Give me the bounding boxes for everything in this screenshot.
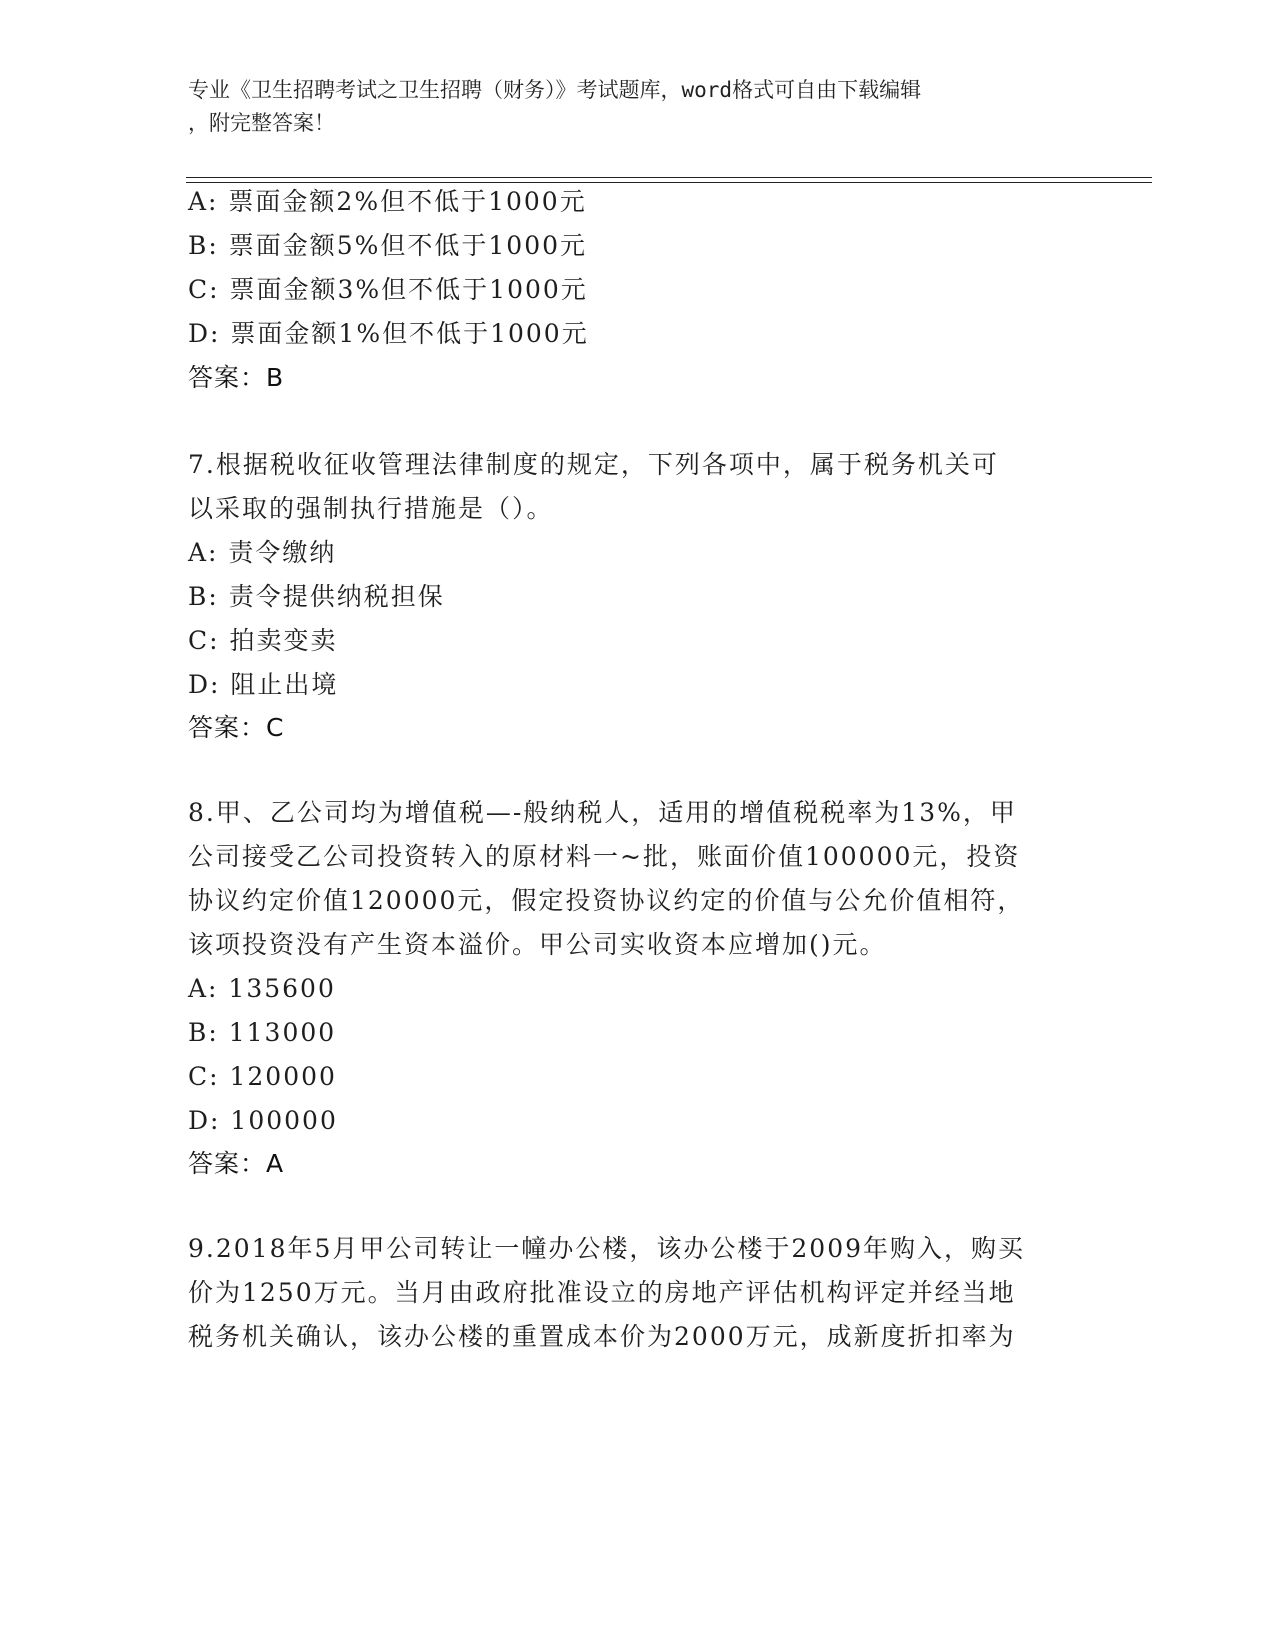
q8-answer: 答案：A xyxy=(188,1149,285,1178)
q7-stem-line: 以采取的强制执行措施是（）。 xyxy=(188,494,554,523)
q8-option-d: D: 100000 xyxy=(188,1106,338,1135)
q8-stem-line: 公司接受乙公司投资转入的原材料一~批，账面价值100000元，投资 xyxy=(188,842,1021,871)
q6-answer: 答案：B xyxy=(188,363,285,392)
q6-option-a: A: 票面金额2%但不低于1000元 xyxy=(188,187,587,216)
q7-answer: 答案：C xyxy=(188,713,285,742)
q9-stem-line: 税务机关确认，该办公楼的重置成本价为2000万元，成新度折扣率为 xyxy=(188,1322,1016,1351)
header-divider xyxy=(186,177,1152,178)
q7-option-d: D: 阻止出境 xyxy=(188,670,339,699)
q8-option-b: B: 113000 xyxy=(188,1018,337,1047)
header-divider xyxy=(186,182,1152,183)
header-line: 专业《卫生招聘考试之卫生招聘（财务）》考试题库，word格式可自由下载编辑 xyxy=(188,78,922,102)
q8-option-c: C: 120000 xyxy=(188,1062,337,1091)
q6-option-d: D: 票面金额1%但不低于1000元 xyxy=(188,319,589,348)
q8-stem-line: 8.甲、乙公司均为增值税—-般纳税人，适用的增值税税率为13%，甲 xyxy=(188,798,1017,827)
q8-option-a: A: 135600 xyxy=(188,974,336,1003)
header-line: ，附完整答案！ xyxy=(188,111,335,135)
document-header xyxy=(188,74,1068,140)
q7-option-b: B: 责令提供纳税担保 xyxy=(188,582,445,611)
q8-stem-line: 协议约定价值120000元，假定投资协议约定的价值与公允价值相符， xyxy=(188,886,1025,915)
q7-stem-line: 7.根据税收征收管理法律制度的规定，下列各项中，属于税务机关可 xyxy=(188,450,999,479)
q6-option-c: C: 票面金额3%但不低于1000元 xyxy=(188,275,588,304)
q8-stem-line: 该项投资没有产生资本溢价。甲公司实收资本应增加()元。 xyxy=(188,930,887,959)
q9-stem-line: 价为1250万元。当月由政府批准设立的房地产评估机构评定并经当地 xyxy=(188,1278,1016,1307)
q7-option-c: C: 拍卖变卖 xyxy=(188,626,338,655)
q7-option-a: A: 责令缴纳 xyxy=(188,538,337,567)
q9-stem-line: 9.2018年5月甲公司转让一幢办公楼，该办公楼于2009年购入，购买 xyxy=(188,1234,1026,1263)
q6-option-b: B: 票面金额5%但不低于1000元 xyxy=(188,231,588,260)
